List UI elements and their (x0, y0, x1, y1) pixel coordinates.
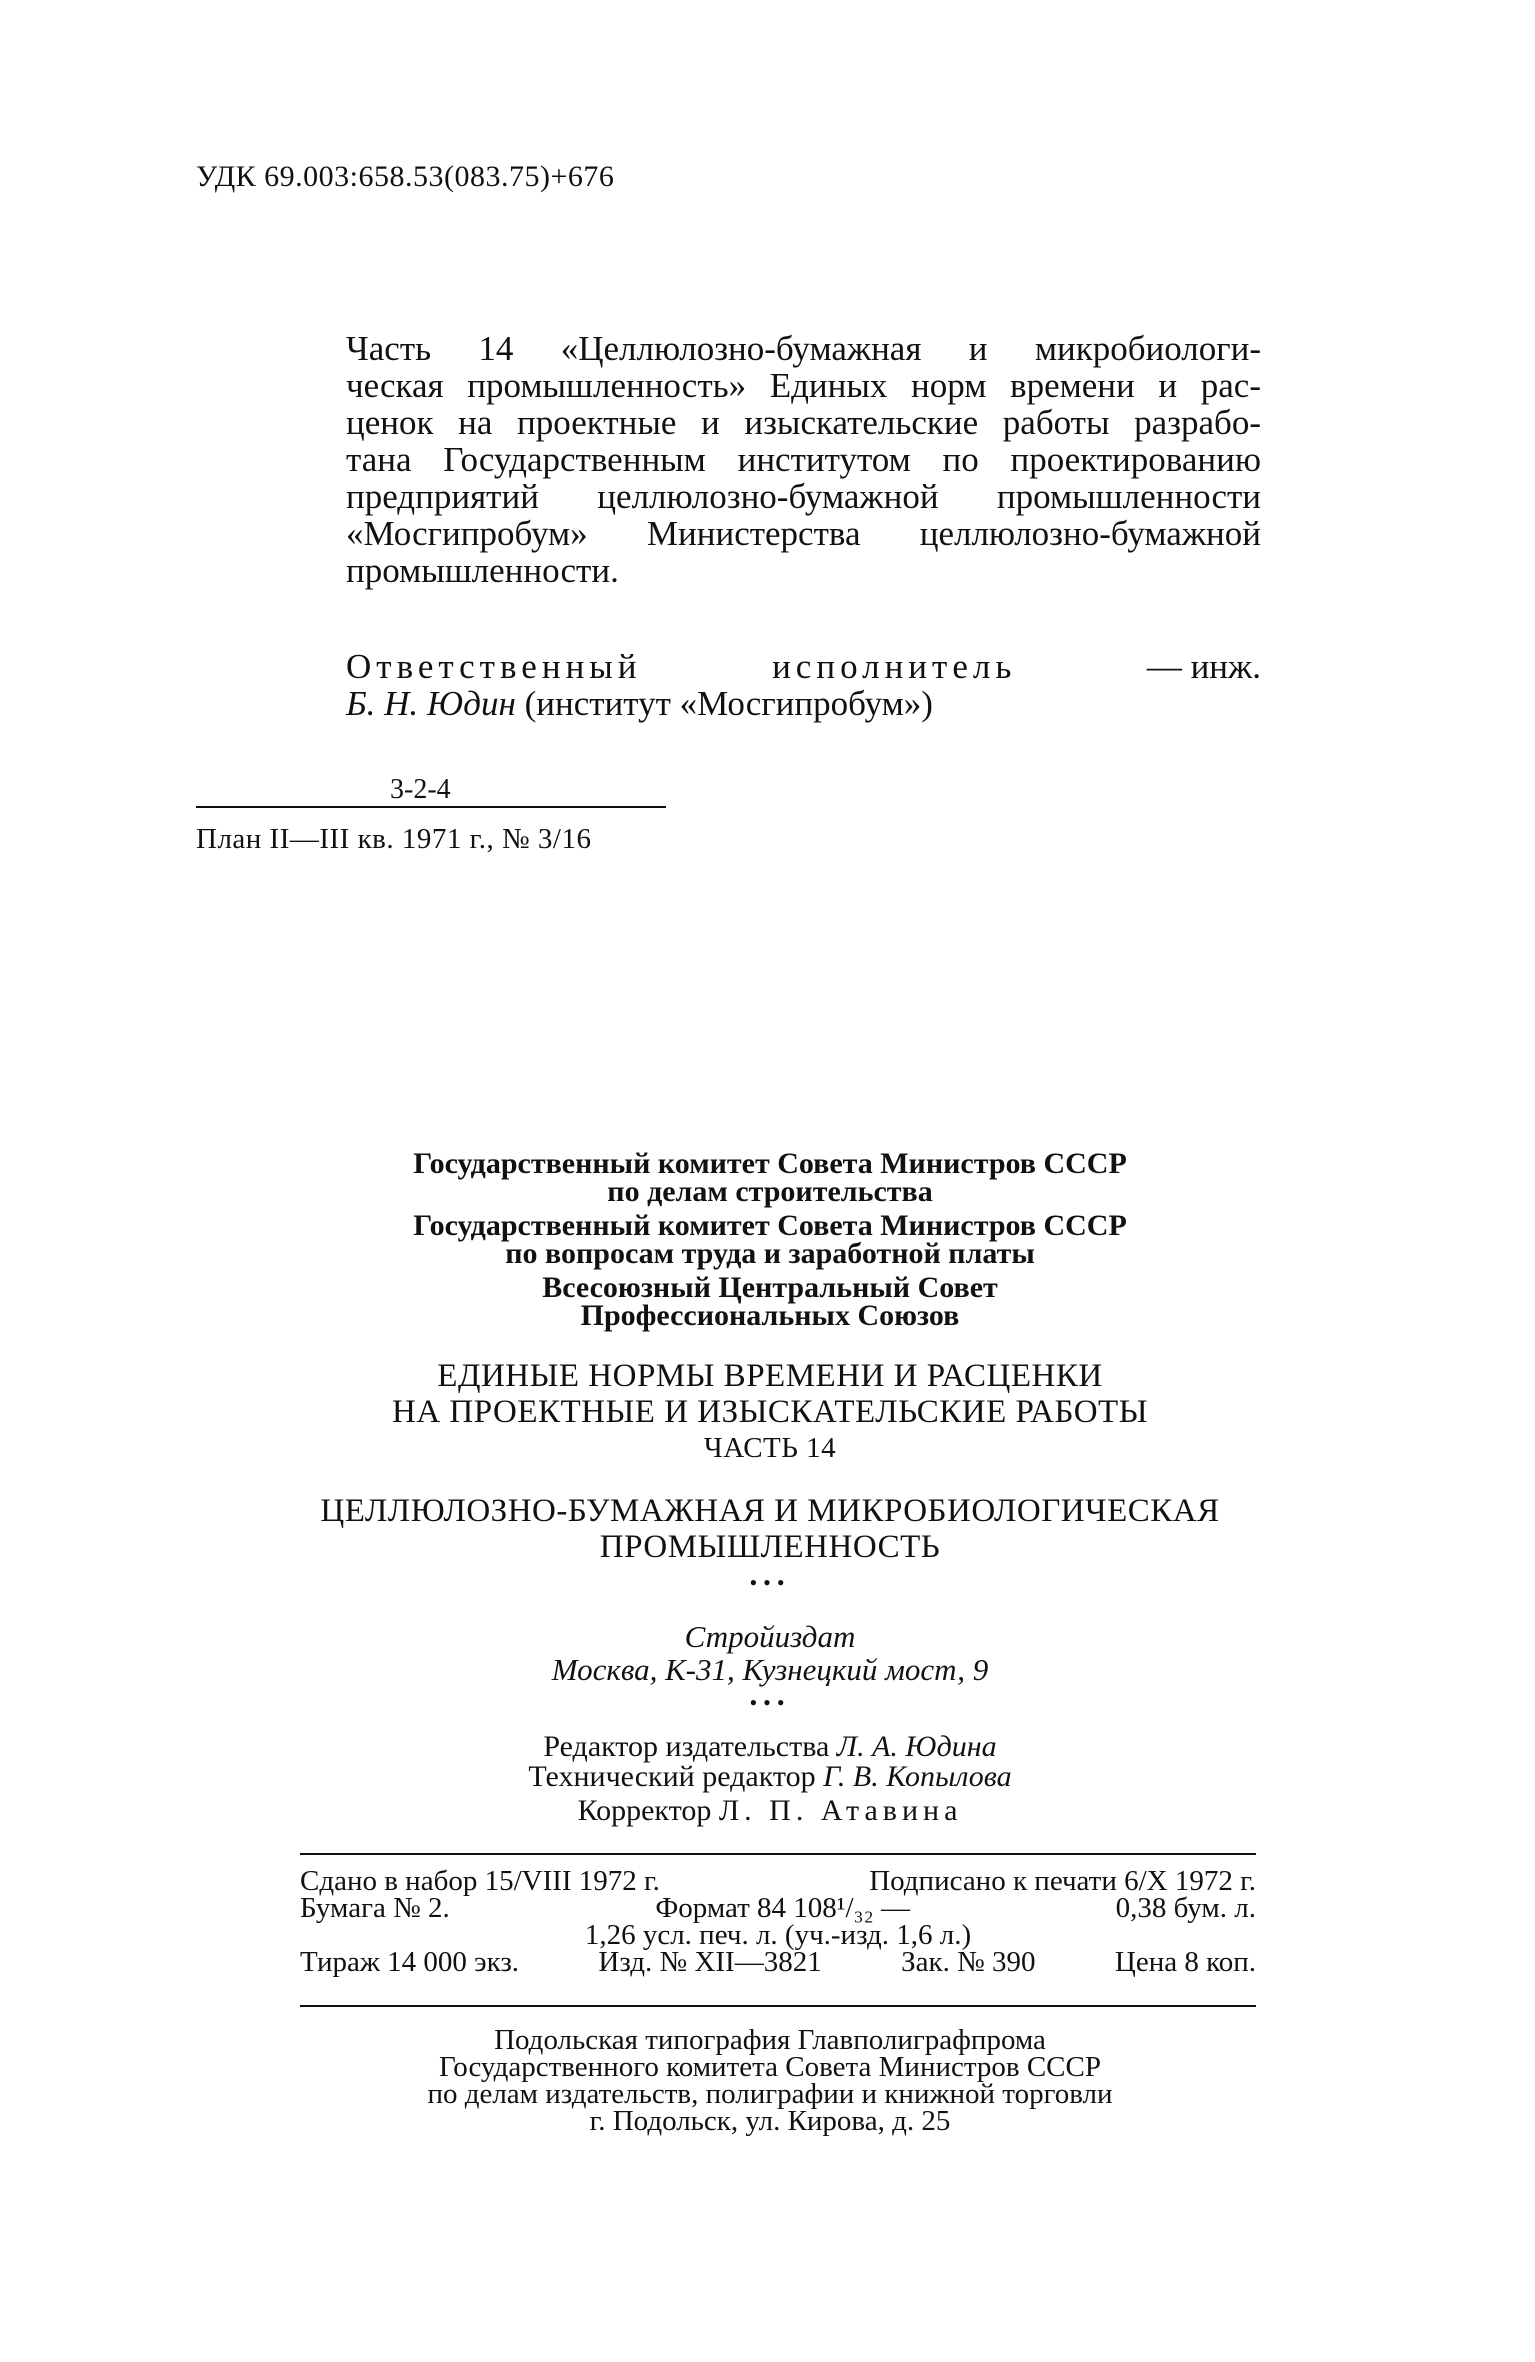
paper-sheets: 0,38 бум. л. (1115, 1892, 1256, 1924)
divider (300, 2005, 1256, 2007)
org-line: Государственный комитет Совета Министров СССР (413, 1147, 1127, 1180)
publisher-block (200, 1620, 1340, 1719)
print-sheets: 1,26 усл. печ. л. (уч.-изд. 1,6 л.) (584, 1919, 972, 1951)
intro-paragraph (346, 330, 1261, 589)
org-line: Всесоюзный Центральный Совет (542, 1271, 998, 1304)
intro-line: промышленности. (346, 551, 619, 590)
document-title (200, 1358, 1340, 1466)
print-run: Тираж 14 000 экз. (300, 1946, 520, 1978)
intro-line: Часть 14 «Целлюлозно-бумажная и микробиологи- (346, 329, 1261, 368)
printer-line: г. Подольск, ул. Кирова, д. 25 (589, 2105, 951, 2137)
plan-line: План II—III кв. 1971 г., № 3/16 (196, 823, 592, 855)
publisher-address: Москва, К-31, Кузнецкий мост, 9 (551, 1652, 989, 1687)
executor-word: исполнитель (772, 647, 1017, 686)
typeset-date: Сдано в набор 15/VIII 1972 г. (300, 1865, 660, 1897)
subtitle-line: ЦЕЛЛЮЛОЗНО-БУМАЖНАЯ И МИКРОБИОЛОГИЧЕСКАЯ (320, 1493, 1220, 1529)
responsible-word: Ответственный (346, 647, 642, 686)
corrector-name: Л. П. Атавина (718, 1794, 963, 1827)
intro-line: предприятий целлюлозно-бумажной промышленности (346, 477, 1261, 516)
divider (300, 1853, 1256, 1855)
org-line: по делам строительства (607, 1175, 933, 1208)
org-line: по вопросам труда и заработной платы (505, 1237, 1035, 1270)
order-number: Зак. № 390 (901, 1946, 1036, 1978)
executor-name: Б. Н. Юдин (346, 684, 516, 723)
edition-number: Изд. № XII—3821 (598, 1946, 822, 1978)
printer-line: Государственного комитета Совета Министров СССР (439, 2051, 1101, 2083)
format: Формат 84 108¹/₃₂ — (655, 1892, 911, 1924)
intro-line: тана Государственным институтом по проектированию (346, 440, 1261, 479)
executor-institute: (институт «Мосгипробум») (524, 684, 933, 723)
editors-block (200, 1732, 1340, 1826)
paper-type: Бумага № 2. (300, 1892, 450, 1924)
udk-code: УДК 69.003:658.53(083.75)+676 (196, 160, 615, 193)
engineer-abbrev: — инж. (1146, 647, 1261, 686)
divider (196, 806, 666, 808)
title-line: ЕДИНЫЕ НОРМЫ ВРЕМЕНИ И РАСЦЕНКИ (437, 1358, 1103, 1394)
tech-editor-label: Технический редактор (528, 1760, 816, 1793)
editor-label: Редактор издательства (543, 1730, 830, 1763)
org-line: Профессиональных Союзов (580, 1299, 960, 1332)
separator-dots: ••• (749, 1690, 791, 1715)
catalog-code: 3-2-4 (390, 774, 451, 805)
title-line: НА ПРОЕКТНЫЕ И ИЗЫСКАТЕЛЬСКИЕ РАБОТЫ (392, 1394, 1148, 1430)
intro-line: «Мосгипробум» Министерства целлюлозно-бумажной (346, 514, 1261, 553)
document-subtitle (200, 1493, 1340, 1601)
printer-line: по делам издательств, полиграфии и книжной торговли (427, 2078, 1113, 2110)
publisher-name: Стройиздат (684, 1619, 856, 1654)
separator-dots: ••• (749, 1570, 791, 1595)
issuing-organizations (200, 1147, 1340, 1332)
printer-block (200, 2024, 1340, 2137)
tech-editor-name: Г. В. Копылова (823, 1760, 1012, 1793)
org-line: Государственный комитет Совета Министров СССР (413, 1209, 1127, 1242)
editor-name: Л. А. Юдина (836, 1730, 997, 1763)
part-number: ЧАСТЬ 14 (703, 1432, 837, 1464)
printer-line: Подольская типография Главполиграфпрома (494, 2024, 1046, 2056)
intro-line: ценок на проектные и изыскательские работы разрабо- (346, 403, 1261, 442)
intro-line: ческая промышленность» Единых норм времени и рас- (346, 366, 1261, 405)
corrector-label: Корректор (577, 1794, 712, 1827)
price: Цена 8 коп. (1114, 1946, 1256, 1978)
subtitle-line: ПРОМЫШЛЕННОСТЬ (599, 1529, 941, 1565)
print-specs (300, 1865, 1256, 1978)
responsible-executor (346, 648, 1261, 722)
signed-date: Подписано к печати 6/X 1972 г. (869, 1865, 1256, 1897)
